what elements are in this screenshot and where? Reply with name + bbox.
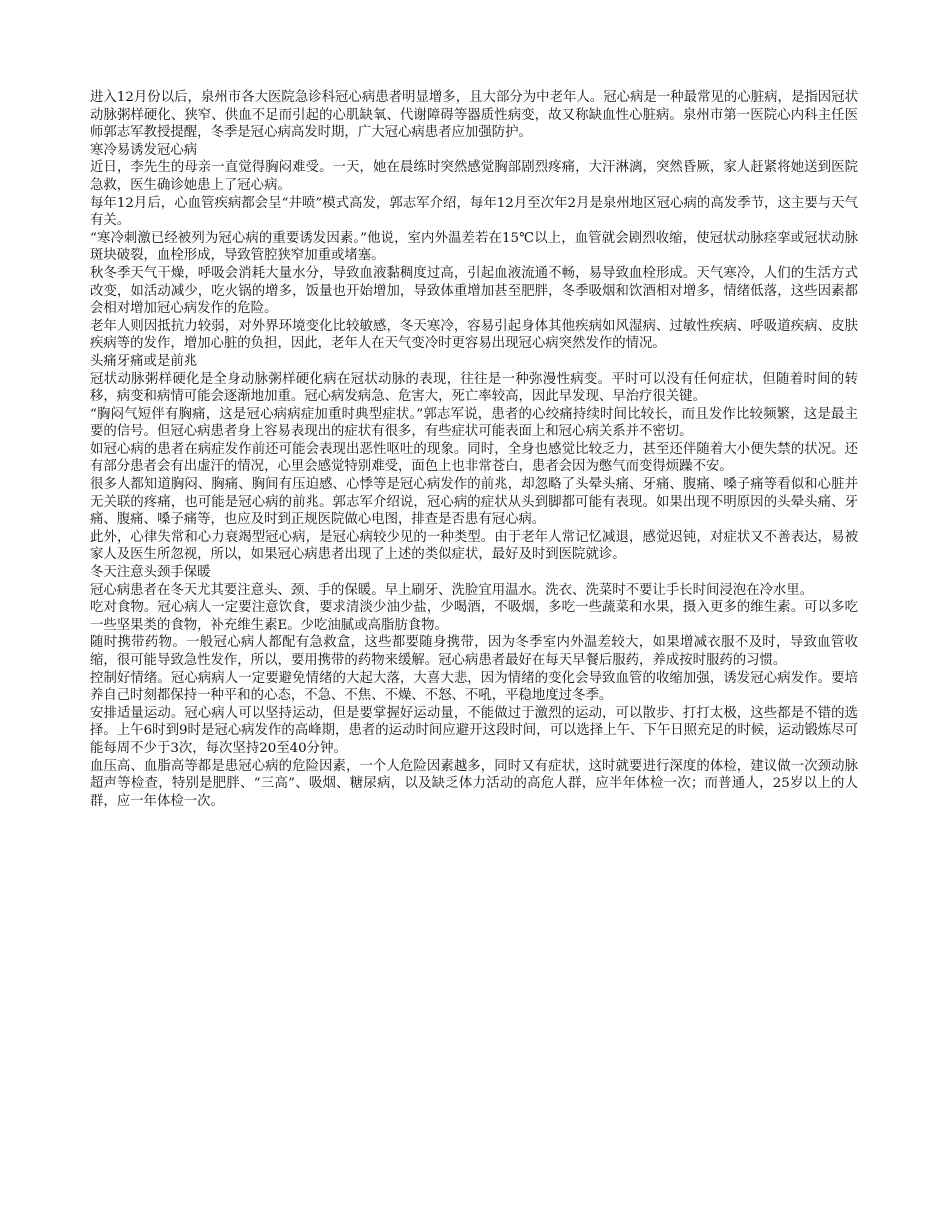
- paragraph: 秋冬季天气干燥，呼吸会消耗大量水分，导致血液黏稠度过高，引起血液流通不畅，易导致血栓形成。天气寒冷，人们的生活方式改变，如活动减少，吃火锅的增多，饭量也开始增加，导致体重增加甚至肥胖，冬季吸烟和饮酒相对增多，情绪低落，这些因素都会相对增加冠心病发作的危险。: [90, 265, 858, 317]
- paragraph: 控制好情绪。冠心病病人一定要避免情绪的大起大落，大喜大悲，因为情绪的变化会导致血管的收缩加强，诱发冠心病发作。要培养自己时刻都保持一种平和的心态，不急、不焦、不燥、不怒、不吼，平稳地度过冬季。: [90, 670, 858, 704]
- paragraph: 此外，心律失常和心力衰竭型冠心病，是冠心病较少见的一种类型。由于老年人常记忆减退，感觉迟钝，对症状又不善表达，易被家人及医生所忽视，所以，如果冠心病患者出现了上述的类似症状，最好及时到医院就诊。: [90, 529, 858, 563]
- paragraph: 很多人都知道胸闷、胸痛、胸间有压迫感、心悸等是冠心病发作的前兆，却忽略了头晕头痛、牙痛、腹痛、嗓子痛等看似和心脏并无关联的疼痛，也可能是冠心病的前兆。郭志军介绍说，冠心病的症状从头到脚都可能有表现。如果出现不明原因的头晕头痛、牙痛、腹痛、嗓子痛等，也应及时到正规医院做心电图，排查是否患有冠心病。: [90, 477, 858, 528]
- paragraph: “胸闷气短伴有胸痛，这是冠心病病症加重时典型症状。”郭志军说，患者的心绞痛持续时间比较长，而且发作比较频繁，这是最主要的信号。但冠心病患者身上容易表现出的症状有很多，有些症状可能表面上和冠心病关系并不密切。: [90, 406, 858, 440]
- paragraph: 安排适量运动。冠心病人可以坚持运动，但是要掌握好运动量，不能做过于激烈的运动，可以散步、打打太极，这些都是不错的选择。上午6时到9时是冠心病发作的高峰期，患者的运动时间应避开这段时间，可以选择上午、下午日照充足的时候，运动锻炼尽可能每周不少于3次，每次坚持20至40分钟。: [90, 705, 858, 756]
- paragraph: 随时携带药物。一般冠心病人都配有急救盒，这些都要随身携带，因为冬季室内外温差较大，如果增减衣服不及时，导致血管收缩，很可能导致急性发作，所以，要用携带的药物来缓解。冠心病患者最好在每天早餐后服药，养成按时服药的习惯。: [90, 635, 858, 668]
- section-heading-warmth: 冬天注意头颈手保暖: [90, 565, 211, 581]
- paragraph: 如冠心病的患者在病症发作前还可能会表现出恶性呕吐的现象。同时，全身也感觉比较乏力，甚至还伴随着大小便失禁的状况。还有部分患者会有出虚汗的情况，心里会感觉特别难受，面色上也非常苍白，患者会因为憋气而变得烦躁不安。: [90, 441, 858, 475]
- paragraph: 老年人则因抵抗力较弱，对外界环境变化比较敏感，冬天寒冷，容易引起身体其他疾病如风湿病、过敏性疾病、呼吸道疾病、皮肤疾病等的发作，增加心脏的负担，因此，老年人在天气变冷时更容易出现冠心病突然发作的情况。: [90, 318, 858, 352]
- paragraph: 冠状动脉粥样硬化是全身动脉粥样硬化病在冠状动脉的表现，往往是一种弥漫性病变。平时可以没有任何症状，但随着时间的转移，病变和病情可能会逐渐地加重。冠心病发病急、危害大，死亡率较高，因此早发现、早治疗很关键。: [90, 371, 858, 405]
- section-heading-symptoms: 头痛牙痛或是前兆: [90, 353, 198, 369]
- paragraph: 吃对食物。冠心病人一定要注意饮食，要求清淡少油少盐，少喝酒，不吸烟，多吃一些蔬菜和水果，摄入更多的维生素。可以多吃一些坚果类的食物，补充维生素E。少吃油腻或高脂肪食物。: [90, 600, 858, 633]
- paragraph: 近日，李先生的母亲一直觉得胸闷难受。一天，她在晨练时突然感觉胸部剧烈疼痛，大汗淋漓，突然昏厥，家人赶紧将她送到医院急救，医生确诊她患上了冠心病。: [90, 160, 858, 193]
- paragraph: 冠心病患者在冬天尤其要注意头、颈、手的保暖。早上刷牙、洗脸宜用温水。洗衣、洗菜时不要让手长时间浸泡在冷水里。: [90, 582, 814, 598]
- paragraph: “寒冷刺激已经被列为冠心病的重要诱发因素。”他说，室内外温差若在15℃以上，血管就会剧烈收缩，使冠状动脉痉挛或冠状动脉斑块破裂，血栓形成，导致管腔狭窄加重或堵塞。: [90, 230, 858, 264]
- paragraph: 每年12月后，心血管疾病都会呈“井喷”模式高发，郭志军介绍，每年12月至次年2月是泉州地区冠心病的高发季节，这主要与天气有关。: [90, 195, 858, 229]
- section-heading-cold: 寒冷易诱发冠心病: [90, 142, 198, 158]
- paragraph: 血压高、血脂高等都是患冠心病的危险因素，一个人危险因素越多，同时又有症状，这时就要进行深度的体检，建议做一次颈动脉超声等检查，特别是肥胖、“三高”、吸烟、糖尿病，以及缺乏体力活动的高危人群，应半年体检一次；而普通人，25岁以上的人群，应一年体检一次。: [90, 758, 858, 809]
- article-body: [90, 89, 858, 810]
- paragraph-intro: 进入12月份以后，泉州市各大医院急诊科冠心病患者明显增多，且大部分为中老年人。冠心病是一种最常见的心脏病，是指因冠状动脉粥样硬化、狭窄、供血不足而引起的心肌缺氧、代谢障碍等器质性病变，故又称缺血性心脏病。泉州市第一医院心内科主任医师郭志军教授提醒，冬季是冠心病高发时期，广大冠心病患者应加强防护。: [90, 90, 858, 141]
